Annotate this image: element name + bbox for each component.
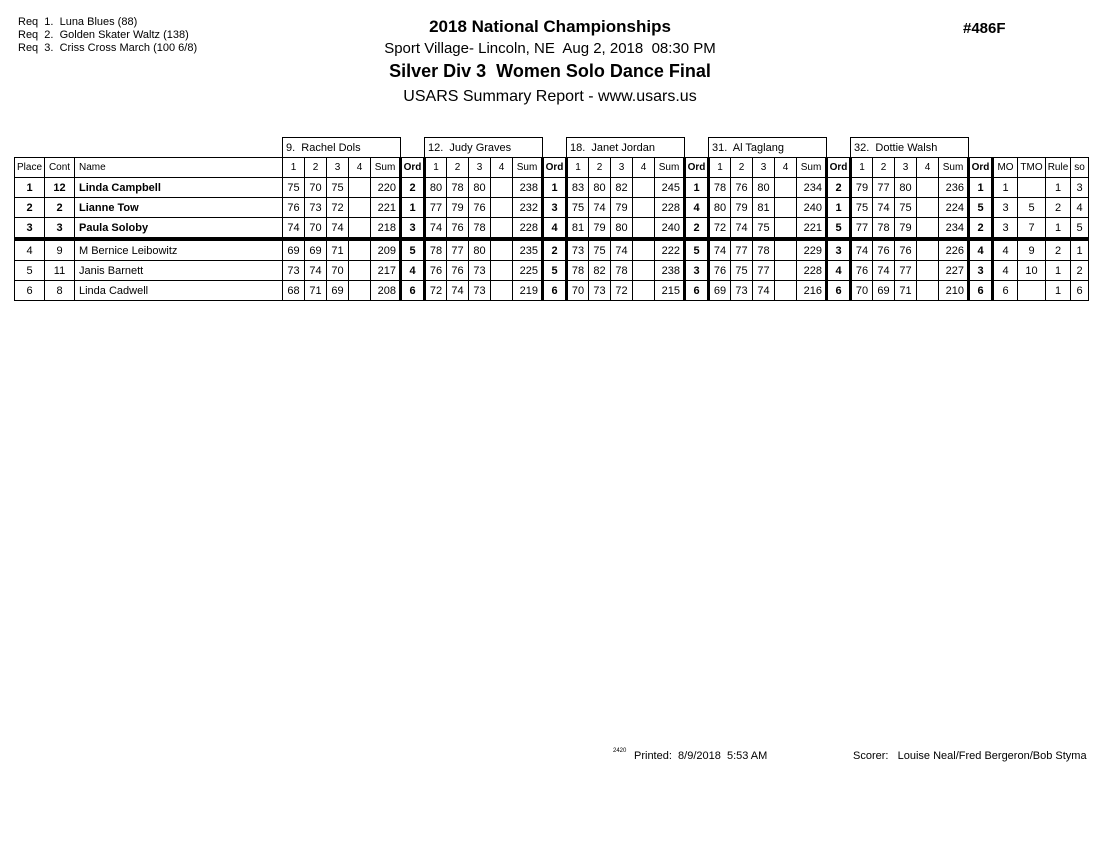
mark-cell <box>349 281 371 301</box>
ord-cell: 6 <box>543 281 567 301</box>
mo-cell: 3 <box>993 198 1018 218</box>
cont-cell: 2 <box>45 198 75 218</box>
mark-cell: 75 <box>567 198 589 218</box>
place-cell: 3 <box>15 218 45 240</box>
mark-cell <box>775 239 797 261</box>
sub-col-header: 1 <box>425 158 447 178</box>
mark-cell <box>633 198 655 218</box>
so-cell: 6 <box>1071 281 1089 301</box>
judge-header-cell: 9. Rachel Dols <box>283 138 401 158</box>
so-cell: 1 <box>1071 239 1089 261</box>
mark-cell: 71 <box>327 239 349 261</box>
mark-cell: 74 <box>709 239 731 261</box>
ord-cell: 5 <box>685 239 709 261</box>
ord-cell: 5 <box>969 198 993 218</box>
ord-cell: 2 <box>543 239 567 261</box>
mark-cell: 75 <box>283 178 305 198</box>
mark-cell: 79 <box>611 198 633 218</box>
sub-col-header: 1 <box>709 158 731 178</box>
mark-cell <box>349 198 371 218</box>
sum-cell: 227 <box>939 261 969 281</box>
mark-cell: 74 <box>873 261 895 281</box>
sub-col-header: 2 <box>873 158 895 178</box>
mark-cell: 76 <box>895 239 917 261</box>
mark-cell: 75 <box>753 218 775 240</box>
result-row <box>15 239 1089 261</box>
sub-col-header: Ord <box>969 158 993 178</box>
mark-cell: 80 <box>469 178 491 198</box>
sub-col-header: Ord <box>543 158 567 178</box>
mark-cell: 78 <box>447 178 469 198</box>
mark-cell <box>491 281 513 301</box>
cont-cell: 9 <box>45 239 75 261</box>
sum-cell: 224 <box>939 198 969 218</box>
mark-cell: 79 <box>447 198 469 218</box>
requirement-line: Req 3. Criss Cross March (100 6/8) <box>18 42 198 54</box>
so-header: so <box>1071 158 1089 178</box>
mark-cell <box>775 281 797 301</box>
so-cell: 5 <box>1071 218 1089 240</box>
mark-cell: 80 <box>753 178 775 198</box>
sum-cell: 218 <box>371 218 401 240</box>
tmo-cell <box>1018 281 1046 301</box>
ord-cell: 5 <box>827 218 851 240</box>
mo-cell: 3 <box>993 218 1018 240</box>
mark-cell <box>917 178 939 198</box>
sub-col-header: 4 <box>775 158 797 178</box>
mark-cell: 79 <box>851 178 873 198</box>
mark-cell: 69 <box>709 281 731 301</box>
ord-cell: 3 <box>827 239 851 261</box>
mark-cell <box>917 239 939 261</box>
mark-cell: 77 <box>895 261 917 281</box>
judge-header-cell: 32. Dottie Walsh <box>851 138 969 158</box>
ord-cell: 1 <box>969 178 993 198</box>
printed-line: Printed: 8/9/2018 5:53 AM <box>634 750 768 762</box>
judge-ord-spacer <box>543 138 567 158</box>
mark-cell: 70 <box>305 178 327 198</box>
result-row <box>15 178 1089 198</box>
ord-cell: 2 <box>685 218 709 240</box>
mark-cell: 76 <box>283 198 305 218</box>
sum-cell: 232 <box>513 198 543 218</box>
judge-ord-spacer <box>685 138 709 158</box>
sub-col-header: Sum <box>939 158 969 178</box>
mark-cell: 77 <box>731 239 753 261</box>
judge-ord-spacer <box>401 138 425 158</box>
mark-cell: 78 <box>753 239 775 261</box>
mark-cell <box>633 178 655 198</box>
rule-cell: 1 <box>1046 281 1071 301</box>
place-cell: 5 <box>15 261 45 281</box>
sum-cell: 226 <box>939 239 969 261</box>
mark-cell: 74 <box>731 218 753 240</box>
mark-cell: 78 <box>611 261 633 281</box>
ord-cell: 1 <box>827 198 851 218</box>
sub-col-header: Sum <box>371 158 401 178</box>
mark-cell: 68 <box>283 281 305 301</box>
ord-cell: 1 <box>401 198 425 218</box>
mark-cell: 74 <box>611 239 633 261</box>
mark-cell <box>633 218 655 240</box>
mark-cell: 82 <box>589 261 611 281</box>
mark-cell <box>775 198 797 218</box>
judges-row-spacer <box>993 138 1089 158</box>
mark-cell <box>917 281 939 301</box>
mark-cell: 75 <box>327 178 349 198</box>
sub-col-header: 3 <box>753 158 775 178</box>
tmo-cell: 9 <box>1018 239 1046 261</box>
mark-cell: 70 <box>305 218 327 240</box>
print-code: 2420 <box>613 748 627 754</box>
tmo-cell <box>1018 178 1046 198</box>
cont-cell: 12 <box>45 178 75 198</box>
mark-cell: 70 <box>851 281 873 301</box>
rule-cell: 1 <box>1046 178 1071 198</box>
cont-cell: 11 <box>45 261 75 281</box>
mark-cell: 76 <box>425 261 447 281</box>
mark-cell <box>775 178 797 198</box>
mark-cell: 77 <box>851 218 873 240</box>
rule-cell: 2 <box>1046 239 1071 261</box>
mark-cell <box>917 218 939 240</box>
sub-col-header: 1 <box>283 158 305 178</box>
mark-cell: 80 <box>589 178 611 198</box>
mark-cell: 73 <box>567 239 589 261</box>
sub-col-header: 2 <box>305 158 327 178</box>
mark-cell: 77 <box>447 239 469 261</box>
sum-cell: 236 <box>939 178 969 198</box>
mark-cell: 74 <box>753 281 775 301</box>
mark-cell: 73 <box>469 261 491 281</box>
judges-header-row <box>15 138 1089 158</box>
mark-cell: 73 <box>469 281 491 301</box>
mark-cell: 74 <box>851 239 873 261</box>
mark-cell <box>349 178 371 198</box>
sum-cell: 229 <box>797 239 827 261</box>
tmo-cell: 10 <box>1018 261 1046 281</box>
name-cell: Linda Campbell <box>75 178 283 198</box>
sub-col-header: 3 <box>611 158 633 178</box>
sum-cell: 228 <box>797 261 827 281</box>
mark-cell <box>633 281 655 301</box>
mark-cell <box>491 178 513 198</box>
result-row <box>15 218 1089 240</box>
mark-cell: 73 <box>305 198 327 218</box>
mark-cell <box>491 218 513 240</box>
judges-row-spacer <box>15 138 283 158</box>
mark-cell <box>349 218 371 240</box>
mark-cell: 80 <box>469 239 491 261</box>
mark-cell: 73 <box>283 261 305 281</box>
ord-cell: 4 <box>543 218 567 240</box>
mark-cell: 72 <box>327 198 349 218</box>
ord-cell: 3 <box>401 218 425 240</box>
sum-cell: 238 <box>655 261 685 281</box>
result-row <box>15 198 1089 218</box>
ord-cell: 6 <box>827 281 851 301</box>
sum-cell: 234 <box>797 178 827 198</box>
sub-col-header: 3 <box>327 158 349 178</box>
judge-ord-spacer <box>827 138 851 158</box>
rule-cell: 2 <box>1046 198 1071 218</box>
mark-cell: 76 <box>709 261 731 281</box>
mark-cell <box>491 239 513 261</box>
mark-cell <box>349 239 371 261</box>
mark-cell <box>491 261 513 281</box>
mark-cell: 81 <box>753 198 775 218</box>
rule-header: Rule <box>1046 158 1071 178</box>
mark-cell <box>775 261 797 281</box>
tmo-cell: 7 <box>1018 218 1046 240</box>
sub-col-header: Ord <box>827 158 851 178</box>
ord-cell: 6 <box>401 281 425 301</box>
place-cell: 2 <box>15 198 45 218</box>
mark-cell <box>491 198 513 218</box>
place-cell: 1 <box>15 178 45 198</box>
requirement-line: Req 1. Luna Blues (88) <box>18 16 138 28</box>
ord-cell: 4 <box>401 261 425 281</box>
mark-cell: 79 <box>589 218 611 240</box>
venue-date-line: Sport Village- Lincoln, NE Aug 2, 2018 08:30 PM <box>384 40 716 57</box>
judge-header-cell: 31. Al Taglang <box>709 138 827 158</box>
name-cell: Linda Cadwell <box>75 281 283 301</box>
mark-cell <box>775 218 797 240</box>
mark-cell <box>633 261 655 281</box>
mark-cell: 79 <box>895 218 917 240</box>
mark-cell: 74 <box>447 281 469 301</box>
cont-cell: 8 <box>45 281 75 301</box>
mark-cell: 74 <box>425 218 447 240</box>
sub-col-header: 4 <box>633 158 655 178</box>
mark-cell: 78 <box>873 218 895 240</box>
sum-cell: 225 <box>513 261 543 281</box>
sum-cell: 221 <box>371 198 401 218</box>
ord-cell: 1 <box>685 178 709 198</box>
mark-cell: 69 <box>327 281 349 301</box>
mark-cell: 76 <box>447 261 469 281</box>
sum-cell: 217 <box>371 261 401 281</box>
sum-cell: 222 <box>655 239 685 261</box>
mo-cell: 4 <box>993 239 1018 261</box>
results-table-wrap <box>14 137 1089 301</box>
name-cell: M Bernice Leibowitz <box>75 239 283 261</box>
mark-cell <box>349 261 371 281</box>
mark-cell: 72 <box>611 281 633 301</box>
mark-cell: 69 <box>873 281 895 301</box>
mark-cell: 73 <box>589 281 611 301</box>
mark-cell: 70 <box>327 261 349 281</box>
place-cell: 4 <box>15 239 45 261</box>
mark-cell: 78 <box>469 218 491 240</box>
ord-cell: 2 <box>827 178 851 198</box>
mo-cell: 6 <box>993 281 1018 301</box>
ord-cell: 3 <box>969 261 993 281</box>
mark-cell: 69 <box>283 239 305 261</box>
ord-cell: 3 <box>685 261 709 281</box>
rule-cell: 1 <box>1046 261 1071 281</box>
ord-cell: 4 <box>827 261 851 281</box>
sub-col-header: 4 <box>349 158 371 178</box>
mark-cell: 71 <box>895 281 917 301</box>
mark-cell: 74 <box>327 218 349 240</box>
mark-cell: 80 <box>425 178 447 198</box>
mark-cell: 78 <box>425 239 447 261</box>
mark-cell: 74 <box>305 261 327 281</box>
mo-header: MO <box>993 158 1018 178</box>
rule-cell: 1 <box>1046 218 1071 240</box>
mark-cell: 76 <box>447 218 469 240</box>
sum-cell: 238 <box>513 178 543 198</box>
mark-cell: 78 <box>709 178 731 198</box>
ord-cell: 6 <box>685 281 709 301</box>
sub-col-header: 1 <box>567 158 589 178</box>
ord-cell: 4 <box>969 239 993 261</box>
sum-cell: 219 <box>513 281 543 301</box>
ord-cell: 1 <box>543 178 567 198</box>
mark-cell <box>917 261 939 281</box>
sum-cell: 220 <box>371 178 401 198</box>
ord-cell: 2 <box>401 178 425 198</box>
mark-cell: 72 <box>709 218 731 240</box>
mark-cell: 80 <box>895 178 917 198</box>
sum-cell: 216 <box>797 281 827 301</box>
cont-header: Cont <box>45 158 75 178</box>
sum-cell: 228 <box>655 198 685 218</box>
ord-cell: 5 <box>543 261 567 281</box>
so-cell: 2 <box>1071 261 1089 281</box>
mark-cell: 73 <box>731 281 753 301</box>
sum-cell: 210 <box>939 281 969 301</box>
mark-cell: 76 <box>469 198 491 218</box>
sum-cell: 240 <box>797 198 827 218</box>
sub-col-header: 3 <box>895 158 917 178</box>
mark-cell: 71 <box>305 281 327 301</box>
mark-cell: 81 <box>567 218 589 240</box>
ord-cell: 5 <box>401 239 425 261</box>
sub-col-header: Ord <box>401 158 425 178</box>
mark-cell: 75 <box>589 239 611 261</box>
sum-cell: 215 <box>655 281 685 301</box>
tmo-cell: 5 <box>1018 198 1046 218</box>
ord-cell: 3 <box>543 198 567 218</box>
sub-col-header: Sum <box>797 158 827 178</box>
mark-cell: 74 <box>283 218 305 240</box>
mark-cell: 75 <box>851 198 873 218</box>
sub-col-header: Sum <box>513 158 543 178</box>
mark-cell: 77 <box>753 261 775 281</box>
name-header: Name <box>75 158 283 178</box>
name-cell: Paula Soloby <box>75 218 283 240</box>
sub-col-header: Ord <box>685 158 709 178</box>
mark-cell: 77 <box>425 198 447 218</box>
sum-cell: 235 <box>513 239 543 261</box>
mark-cell: 70 <box>567 281 589 301</box>
mark-cell: 75 <box>895 198 917 218</box>
cont-cell: 3 <box>45 218 75 240</box>
mark-cell: 77 <box>873 178 895 198</box>
sub-col-header: 1 <box>851 158 873 178</box>
mark-cell: 74 <box>873 198 895 218</box>
mark-cell: 80 <box>709 198 731 218</box>
mark-cell: 76 <box>851 261 873 281</box>
judge-header-cell: 12. Judy Graves <box>425 138 543 158</box>
sum-cell: 228 <box>513 218 543 240</box>
report-header <box>0 17 1100 106</box>
sub-col-header: 2 <box>731 158 753 178</box>
result-row <box>15 281 1089 301</box>
event-title: Silver Div 3 Women Solo Dance Final <box>389 61 711 81</box>
mark-cell: 76 <box>731 178 753 198</box>
name-cell: Janis Barnett <box>75 261 283 281</box>
ord-cell: 2 <box>969 218 993 240</box>
mark-cell: 80 <box>611 218 633 240</box>
mark-cell <box>917 198 939 218</box>
judge-header-cell: 18. Janet Jordan <box>567 138 685 158</box>
name-cell: Lianne Tow <box>75 198 283 218</box>
mo-cell: 1 <box>993 178 1018 198</box>
sum-cell: 245 <box>655 178 685 198</box>
ord-cell: 6 <box>969 281 993 301</box>
championship-title: 2018 National Championships <box>429 17 671 36</box>
mark-cell: 76 <box>873 239 895 261</box>
so-cell: 3 <box>1071 178 1089 198</box>
mark-cell: 75 <box>731 261 753 281</box>
mark-cell: 83 <box>567 178 589 198</box>
mark-cell <box>633 239 655 261</box>
sum-cell: 208 <box>371 281 401 301</box>
sub-col-header: 2 <box>447 158 469 178</box>
mark-cell: 72 <box>425 281 447 301</box>
mo-cell: 4 <box>993 261 1018 281</box>
column-header-row <box>15 158 1089 178</box>
sum-cell: 209 <box>371 239 401 261</box>
sum-cell: 221 <box>797 218 827 240</box>
sub-col-header: 4 <box>491 158 513 178</box>
sub-col-header: Sum <box>655 158 685 178</box>
so-cell: 4 <box>1071 198 1089 218</box>
sum-cell: 240 <box>655 218 685 240</box>
sub-col-header: 2 <box>589 158 611 178</box>
result-row <box>15 261 1089 281</box>
report-type-line: USARS Summary Report - www.usars.us <box>403 88 697 105</box>
mark-cell: 69 <box>305 239 327 261</box>
tmo-header: TMO <box>1018 158 1046 178</box>
mark-cell: 82 <box>611 178 633 198</box>
results-table <box>14 137 1089 301</box>
sub-col-header: 4 <box>917 158 939 178</box>
mark-cell: 78 <box>567 261 589 281</box>
place-cell: 6 <box>15 281 45 301</box>
ord-cell: 4 <box>685 198 709 218</box>
judge-ord-spacer <box>969 138 993 158</box>
scorer-line: Scorer: Louise Neal/Fred Bergeron/Bob Styma <box>853 750 1087 762</box>
event-code: #486F <box>963 20 1006 37</box>
mark-cell: 74 <box>589 198 611 218</box>
sum-cell: 234 <box>939 218 969 240</box>
sub-col-header: 3 <box>469 158 491 178</box>
mark-cell: 79 <box>731 198 753 218</box>
requirement-line: Req 2. Golden Skater Waltz (138) <box>18 29 189 41</box>
place-header: Place <box>15 158 45 178</box>
